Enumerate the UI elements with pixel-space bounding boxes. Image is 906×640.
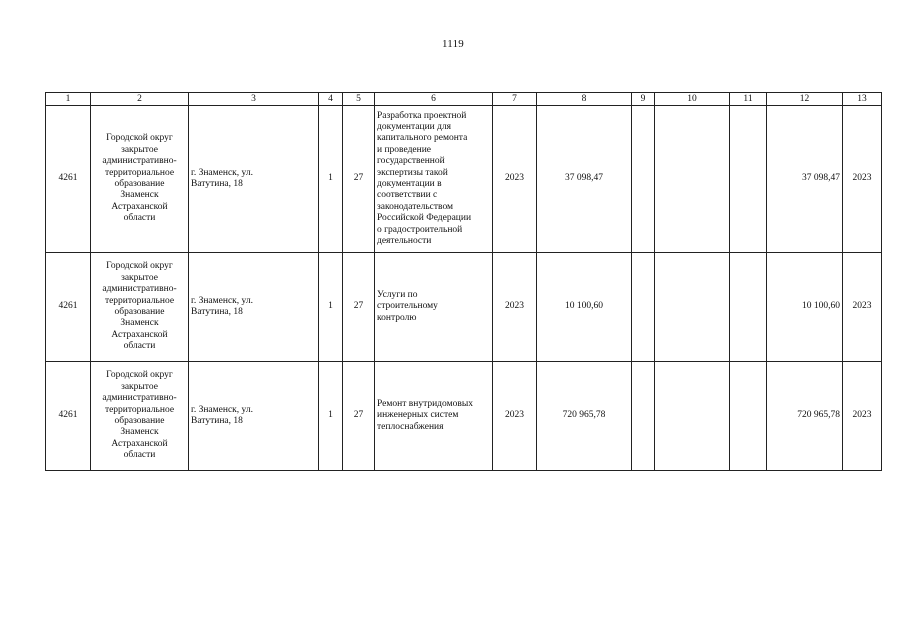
column-9-cell (632, 253, 655, 362)
object-id-cell: 4261 (46, 106, 91, 253)
work-type-cell: Услуги по строительному контролю (375, 253, 493, 362)
column-11-cell (730, 106, 767, 253)
municipality-cell: Городской округ закрытое административно- территориальное образование Знаменск Астраханской области (91, 362, 189, 471)
address-cell: г. Знаменск, ул. Ватутина, 18 (189, 106, 319, 253)
column-11-cell (730, 362, 767, 471)
total-cost-cell: 720 965,78 (537, 362, 632, 471)
column-number: 4 (319, 93, 343, 106)
total-cost-cell: 10 100,60 (537, 253, 632, 362)
column-11-cell (730, 253, 767, 362)
year-cell: 2023 (493, 253, 537, 362)
column-4-cell: 1 (319, 106, 343, 253)
column-10-cell (655, 106, 730, 253)
column-number: 3 (189, 93, 319, 106)
table-row (46, 106, 882, 253)
address-cell: г. Знаменск, ул. Ватутина, 18 (189, 253, 319, 362)
page-number: 1119 (442, 38, 464, 50)
column-10-cell (655, 253, 730, 362)
column-number: 11 (730, 93, 767, 106)
work-type-cell: Ремонт внутридомовых инженерных систем теплоснабжения (375, 362, 493, 471)
column-number: 12 (767, 93, 843, 106)
year-cell: 2023 (493, 362, 537, 471)
column-4-cell: 1 (319, 362, 343, 471)
municipality-cell: Городской округ закрытое административно- территориальное образование Знаменск Астраханской области (91, 253, 189, 362)
completion-year-cell: 2023 (843, 106, 882, 253)
column-number: 13 (843, 93, 882, 106)
column-number: 5 (343, 93, 375, 106)
year-cell: 2023 (493, 106, 537, 253)
completion-year-cell: 2023 (843, 362, 882, 471)
column-9-cell (632, 106, 655, 253)
municipality-cell: Городской округ закрытое административно- территориальное образование Знаменск Астраханской области (91, 106, 189, 253)
column-number: 2 (91, 93, 189, 106)
column-4-cell: 1 (319, 253, 343, 362)
completion-year-cell: 2023 (843, 253, 882, 362)
total-cost-cell: 37 098,47 (537, 106, 632, 253)
column-number: 6 (375, 93, 493, 106)
column-5-cell: 27 (343, 253, 375, 362)
column-number: 1 (46, 93, 91, 106)
column-5-cell: 27 (343, 106, 375, 253)
address-cell: г. Знаменск, ул. Ватутина, 18 (189, 362, 319, 471)
cost-cell: 37 098,47 (767, 106, 843, 253)
column-number: 10 (655, 93, 730, 106)
registry-table (45, 92, 882, 471)
table-row (46, 362, 882, 471)
object-id-cell: 4261 (46, 253, 91, 362)
column-number: 9 (632, 93, 655, 106)
column-number: 8 (537, 93, 632, 106)
object-id-cell: 4261 (46, 362, 91, 471)
table-row (46, 253, 882, 362)
cost-cell: 10 100,60 (767, 253, 843, 362)
column-number-row (46, 93, 882, 106)
column-5-cell: 27 (343, 362, 375, 471)
cost-cell: 720 965,78 (767, 362, 843, 471)
work-type-cell: Разработка проектной документации для капитального ремонта и проведение государственной экспертизы такой документации в соответствии с законодательством Российской Федерации о градостроительной деятельности (375, 106, 493, 253)
column-9-cell (632, 362, 655, 471)
column-number: 7 (493, 93, 537, 106)
column-10-cell (655, 362, 730, 471)
